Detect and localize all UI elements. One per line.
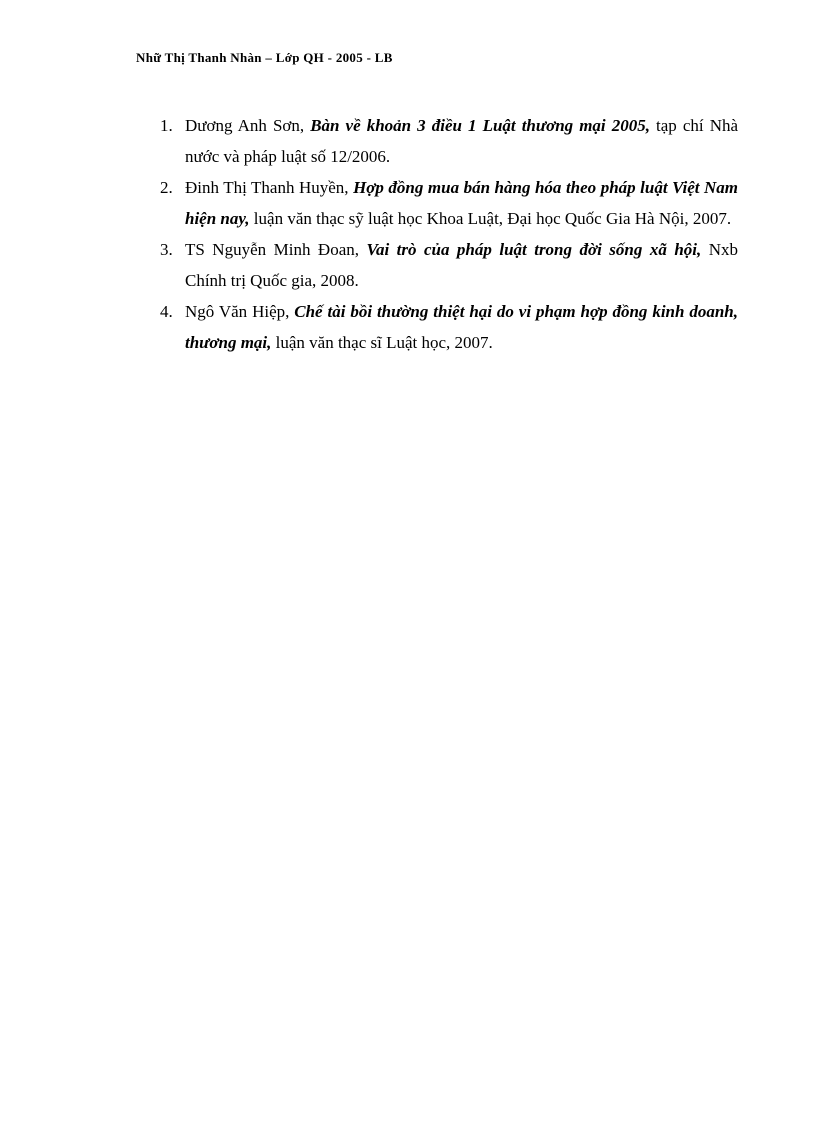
reference-title: Hợp đồng mua bán hàng hóa theo pháp luật Việt Nam hiện nay,	[185, 178, 738, 228]
reference-title: Chế tài bồi thường thiệt hại do vi phạm hợp đồng kinh doanh, thương mại,	[185, 302, 738, 352]
reference-author: Dương Anh Sơn,	[185, 116, 305, 135]
reference-number: 2.	[160, 178, 173, 197]
reference-item-3	[160, 234, 738, 296]
reference-title: Vai trò của pháp luật trong đời sống xã hội,	[366, 240, 702, 259]
reference-details: Nxb Chính trị Quốc gia, 2008.	[185, 240, 739, 290]
reference-author: Đinh Thị Thanh Huyền,	[185, 178, 349, 197]
reference-number: 1.	[160, 116, 173, 135]
reference-item-1	[160, 110, 738, 172]
reference-number: 4.	[160, 302, 173, 321]
reference-author: TS Nguyễn Minh Đoan,	[185, 240, 359, 259]
reference-item-2	[160, 172, 738, 234]
page-header: Nhữ Thị Thanh Nhàn – Lớp QH - 2005 - LB	[136, 50, 393, 65]
reference-item-4	[160, 296, 738, 358]
reference-details: tạp chí Nhà nước và pháp luật số 12/2006.	[185, 116, 739, 166]
reference-author: Ngô Văn Hiệp,	[185, 302, 290, 321]
reference-number: 3.	[160, 240, 173, 259]
reference-list	[160, 110, 738, 358]
reference-details: luận văn thạc sỹ luật học Khoa Luật, Đại học Quốc Gia Hà Nội, 2007.	[253, 209, 732, 228]
reference-details: luận văn thạc sĩ Luật học, 2007.	[275, 333, 493, 352]
reference-title: Bàn về khoản 3 điều 1 Luật thương mại 2005,	[310, 116, 650, 135]
